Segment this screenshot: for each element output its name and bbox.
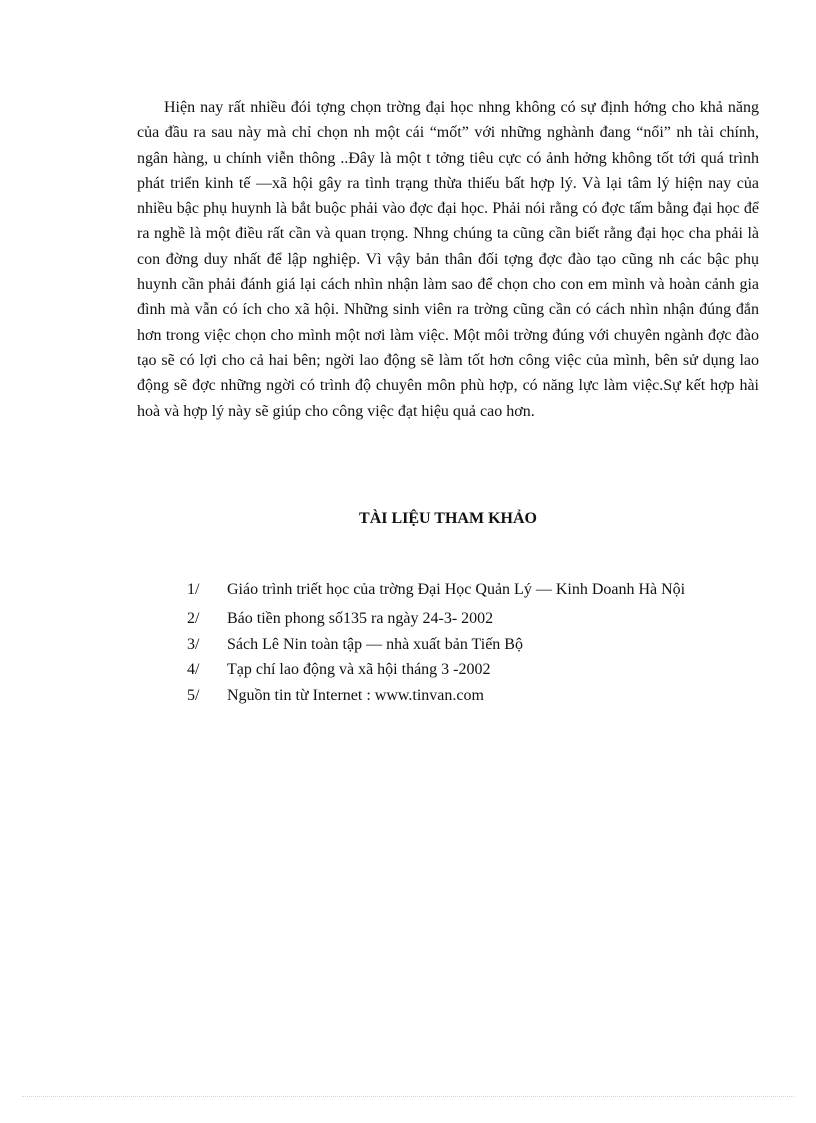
reference-number: 2/ — [187, 610, 200, 627]
reference-number: 4/ — [187, 661, 200, 678]
body-paragraph: Hiện nay rất nhiều đói tợng chọn trờng đại học nhng không có sự định hớng cho khả năng của đầu ra sau này mà chỉ chọn nh một cái “mốt” với những nghành đang “nổi” nh tài chính, ngân hàng, u chính viễn thông ..Đây là một t tởng tiêu cực có ảnh hởng không tốt tới quá trình phát triển kinh tế —xã hội gây ra tình trạng thừa thiếu bất hợp lý. Và lại tâm lý hiện nay của nhiều bậc phụ huynh là bắt buộc phải vào đợc đại học. Phải nói rằng có đợc tấm bằng đại học để ra nghề là một điều rất cần và quan trọng. Nhng chúng ta cũng cần biết rằng đại học cha phải là con đờng duy nhất để lập nghiệp. Vì vậy bản thân đối tợng đợc đào tạo cũng nh các bậc phụ huynh cần phải đánh giá lại cách nhìn nhận làm sao để chọn cho con em mình và hoàn cảnh gia đình mà vẫn có ích cho xã hội. Những sinh viên ra trờng cũng cần có cách nhìn nhận đúng đắn hơn trong việc chọn cho mình một nơi làm việc. Một môi trờng đúng với chuyên ngành đợc đào tạo sẽ có lợi cho cả hai bên; ngời lao động sẽ làm tốt hơn công việc của mình, bên sử dụng lao động sẽ đợc những ngời có trình độ chuyên môn phù hợp, có năng lực làm việc.Sự kết hợp hài hoà và hợp lý này sẽ giúp cho công việc đạt hiệu quả cao hơn. — [137, 99, 759, 420]
reference-number: 3/ — [187, 635, 200, 653]
reference-item — [137, 657, 759, 683]
reference-item — [137, 606, 759, 632]
page-bottom-divider — [22, 1096, 794, 1097]
reference-text: Giáo trình triết học của trờng Đại Học Quản Lý — Kinh Doanh Hà Nội — [227, 581, 686, 598]
reference-text: Tạp chí lao động và xã hội tháng 3 -2002 — [227, 661, 491, 678]
reference-number: 5/ — [187, 686, 200, 704]
references-heading: TÀI LIỆU THAM KHẢO — [359, 510, 537, 527]
reference-item — [137, 683, 759, 709]
reference-item — [137, 578, 759, 602]
reference-text: Nguồn tin từ Internet : www.tinvan.com — [227, 686, 484, 704]
references-list — [137, 578, 759, 708]
reference-text: Sách Lê Nin toàn tập — nhà xuất bản Tiến Bộ — [227, 635, 523, 653]
reference-number: 1/ — [187, 581, 200, 598]
reference-item — [137, 632, 759, 658]
reference-text: Báo tiền phong số135 ra ngày 24-3- 2002 — [227, 610, 494, 627]
